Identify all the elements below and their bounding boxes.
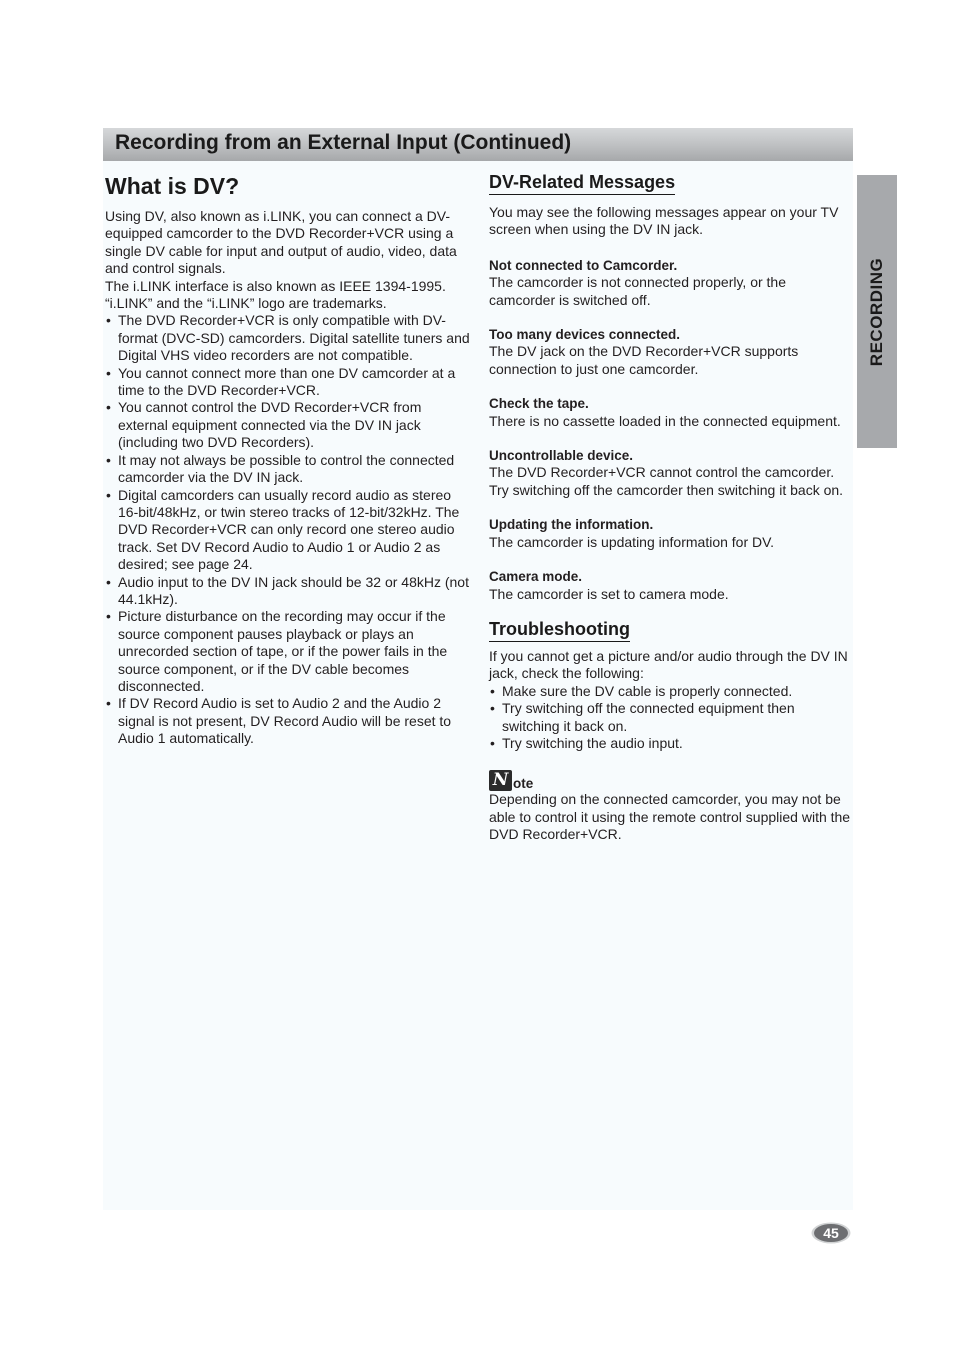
list-item: • The DVD Recorder+VCR is only compatible with DV-format (DVC-SD) camcorders. Digital satellite tuners and Digital VHS video recorders are not compatible. <box>105 312 470 364</box>
note-heading <box>489 770 851 791</box>
side-tab-label: RECORDING <box>867 257 886 366</box>
list-item: • Digital camcorders can usually record audio as stereo 16-bit/48kHz, or twin stereo tracks of 12-bit/32kHz. The DVD Recorder+VCR can only record one stereo audio track. Set DV Record Audio to Audio 1 or Audio 2 as desired; see page 24. <box>105 487 470 574</box>
message-text: The camcorder is updating information for DV. <box>489 533 775 550</box>
message-text: The DVD Recorder+VCR cannot control the camcorder. Try switching off the camcorder then switching it back on. <box>489 464 844 498</box>
list-item: • Audio input to the DV IN jack should be 32 or 48kHz (not 44.1kHz). <box>105 574 470 609</box>
message-title: Uncontrollable device. <box>489 448 634 464</box>
list-item: • Try switching off the connected equipment then switching it back on. <box>489 700 851 735</box>
message-text: The DV jack on the DVD Recorder+VCR supports connection to just one camcorder. <box>489 343 799 377</box>
what-is-dv-heading: What is DV? <box>105 173 240 199</box>
message-title: Camera mode. <box>489 569 583 585</box>
note-icon: N <box>489 770 512 791</box>
left-column <box>105 170 470 748</box>
message-title: Check the tape. <box>489 396 589 412</box>
messages-heading: DV-Related Messages <box>489 170 675 195</box>
list-item: • Make sure the DV cable is properly connected. <box>489 683 851 700</box>
list-item: • If DV Record Audio is set to Audio 2 and the Audio 2 signal is not present, DV Record Audio will be reset to Audio 1 automatically. <box>105 695 470 747</box>
note-text: Depending on the connected camcorder, you may not be able to control it using the remote control supplied with the DVD Recorder+VCR. <box>489 791 851 843</box>
list-item: • You cannot connect more than one DV camcorder at a time to the DVD Recorder+VCR. <box>105 365 470 400</box>
section-banner <box>103 128 853 161</box>
note-label: ote <box>513 776 534 792</box>
message-text: There is no cassette loaded in the connected equipment. <box>489 412 841 429</box>
list-item: • Try switching the audio input. <box>489 735 851 752</box>
list-item: • You cannot control the DVD Recorder+VCR from external equipment connected via the DV IN jack (including two DVD Recorders). <box>105 399 470 451</box>
messages-intro: You may see the following messages appear on your TV screen when using the DV IN jack. <box>489 204 839 238</box>
right-column <box>489 170 851 844</box>
page-number-badge <box>811 1222 851 1244</box>
message-text: The camcorder is not connected properly, or the camcorder is switched off. <box>489 274 787 308</box>
page-number: 45 <box>823 1225 839 1241</box>
intro-paragraph: “i.LINK” and the “i.LINK” logo are trademarks. <box>105 295 387 312</box>
message-title: Not connected to Camcorder. <box>489 257 678 273</box>
intro-paragraph: The i.LINK interface is also known as IEEE 1394-1995. <box>105 277 446 294</box>
troubleshooting-list <box>489 683 851 753</box>
message-text: The camcorder is set to camera mode. <box>489 585 729 602</box>
troubleshooting-heading: Troubleshooting <box>489 617 630 642</box>
intro-paragraph: Using DV, also known as i.LINK, you can connect a DV-equipped camcorder to the DVD Recorder+VCR using a single DV cable for input and output of audio, video, data and control signals. <box>105 208 457 277</box>
message-title: Too many devices connected. <box>489 327 681 343</box>
list-item: • Picture disturbance on the recording may occur if the source component pauses playback or plays an unrecorded section of tape, or if the power fails in the source component, or if the DV cable becomes disconnected. <box>105 608 470 695</box>
banner-title: Recording from an External Input (Continued) <box>115 131 572 154</box>
side-tab <box>857 175 897 448</box>
message-title: Updating the information. <box>489 517 654 533</box>
list-item: • It may not always be possible to control the connected camcorder via the DV IN jack. <box>105 452 470 487</box>
dv-bullet-list <box>105 312 470 747</box>
troubleshooting-intro: If you cannot get a picture and/or audio through the DV IN jack, check the following: <box>489 647 848 682</box>
